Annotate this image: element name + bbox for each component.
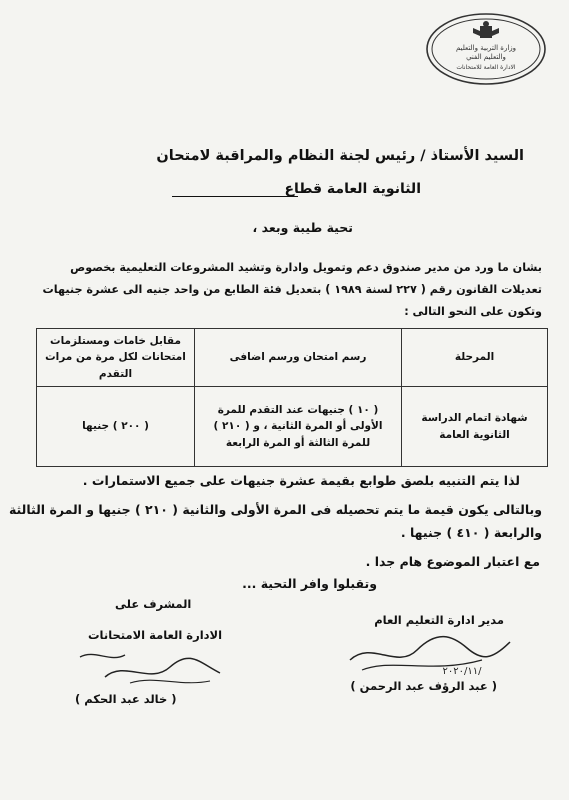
seal-text-1: وزارة التربية والتعليم — [455, 44, 517, 52]
closing-line-2: وبالتالى يكون قيمة ما يتم تحصيله فى المرة الأولى والثانية ( ٢١٠ ) جنيها و المرة الثالثة — [8, 502, 542, 517]
header-stage: المرحلة — [402, 329, 548, 387]
cell-materials-fee: ( ٢٠٠ ) جنيها — [37, 387, 195, 467]
signature-date: ٢٠٢٠/١١/ — [442, 666, 482, 677]
signatory-right-name: ( عبد الرؤف عبد الرحمن ) — [350, 679, 497, 693]
header-materials-fee: مقابل خامات ومستلزمات امتحانات لكل مرة من مرات التقدم — [37, 329, 195, 387]
seal-text-3: الادارة العامة للامتحانات — [456, 64, 516, 71]
cell-exam-fee: ( ١٠ ) جنيهات عند التقدم للمرة الأولى أو المرة الثانية ، و ( ٢١٠ ) للمرة الثالثة أو المرة الرابعة — [195, 387, 402, 467]
table-row — [37, 387, 548, 467]
cell-stage: شهادة اتمام الدراسة الثانوية العامة — [402, 387, 548, 467]
closing-line-3: والرابعة ( ٤١٠ ) جنيها . — [400, 525, 542, 540]
signatory-left-title-2: الادارة العامة الامتحانات — [88, 628, 223, 642]
fees-table — [36, 328, 548, 467]
closing-line-5: وتقبلوا وافر التحية ... — [242, 576, 377, 591]
header-exam-fee: رسم امتحان ورسم اضافى — [195, 329, 402, 387]
body-line-1: بشان ما ورد من مدير صندوق دعم وتمويل وادارة وتشيد المشروعات التعليمية بخصوص — [70, 261, 542, 274]
sector-blank-line — [172, 196, 298, 197]
table-header-row — [37, 329, 548, 387]
greeting: تحية طيبة وبعد ، — [252, 220, 353, 235]
eagle-emblem-icon — [473, 21, 499, 38]
closing-line-4: مع اعتبار الموضوع هام جدا . — [365, 554, 540, 569]
body-line-3: وتكون على النحو التالى : — [404, 305, 542, 318]
addressee-line-1: السيد الأستاذ / رئيس لجنة النظام والمراقبة لامتحان — [156, 148, 524, 164]
body-line-2: تعديلات القانون رقم ( ٢٢٧ لسنة ١٩٨٩ ) بتعديل فئة الطابع من واحد جنيه الى عشرة جنيهات — [42, 283, 542, 296]
handwritten-signature-right — [342, 630, 517, 680]
addressee-line-2: الثانوية العامة قطاع — [284, 181, 421, 197]
signatory-right-title: مدير ادارة التعليم العام — [374, 613, 504, 627]
ministry-seal — [425, 12, 547, 86]
signatory-left-name: ( خالد عبد الحكم ) — [75, 692, 177, 706]
closing-line-1: لذا يتم التنبيه بلصق طوابع بقيمة عشرة جنيهات على جميع الاستمارات . — [82, 473, 520, 488]
handwritten-signature-left — [70, 645, 230, 690]
seal-text-2: والتعليم الفني — [466, 53, 506, 61]
signatory-left-title-1: المشرف على — [115, 597, 192, 611]
